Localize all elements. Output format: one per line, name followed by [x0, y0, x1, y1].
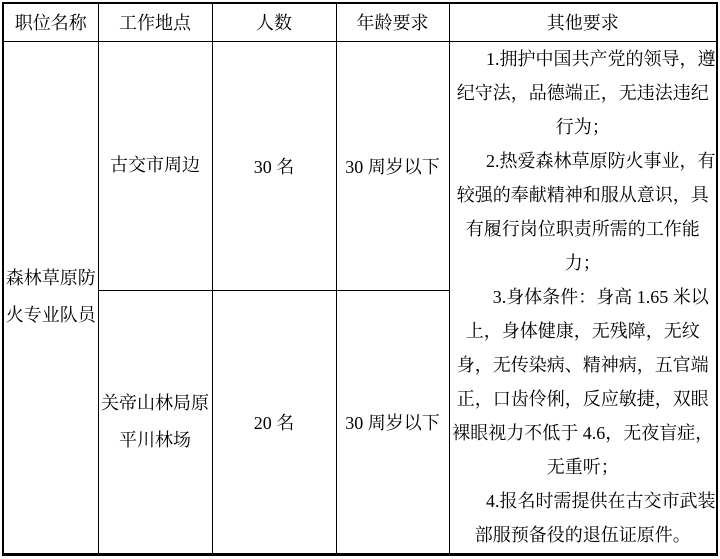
requirement-item-1: 1.拥护中国共产党的领导，遵纪守法，品德端正，无违法违纪行为；	[456, 49, 716, 137]
table-header-row	[3, 3, 717, 41]
requirement-item-4: 4.报名时需提供在古交市武装部服预备役的退伍证原件。	[474, 491, 716, 545]
position-name-cell: 森林草原防火专业队员	[3, 41, 98, 554]
requirement-item-3: 3.身体条件：身高 1.65 米以上，身体健康，无残障，无纹身，无传染病、精神病，五官端正，口齿伶俐，反应敏捷，双眼裸眼视力不低于 4.6，无夜盲症，无重听；	[452, 287, 714, 477]
count-cell-row1: 30 名	[212, 41, 336, 290]
count-cell-row2: 20 名	[212, 290, 336, 554]
age-cell-row2: 30 周岁以下	[336, 290, 449, 554]
header-other-requirements: 其他要求	[449, 3, 717, 41]
location-cell-row2: 关帝山林局原平川林场	[98, 290, 212, 554]
location-cell-row1: 古交市周边	[98, 41, 212, 290]
requirement-item-2: 2.热爱森林草原防火事业，有较强的奉献精神和服从意识，具有履行岗位职责所需的工作能力；	[456, 151, 716, 273]
header-age: 年龄要求	[336, 3, 449, 41]
other-requirements-cell	[449, 41, 717, 554]
header-location: 工作地点	[98, 3, 212, 41]
header-count: 人数	[212, 3, 336, 41]
header-position: 职位名称	[3, 3, 98, 41]
age-cell-row1: 30 周岁以下	[336, 41, 449, 290]
recruitment-table	[2, 2, 718, 556]
table-row	[3, 41, 717, 290]
